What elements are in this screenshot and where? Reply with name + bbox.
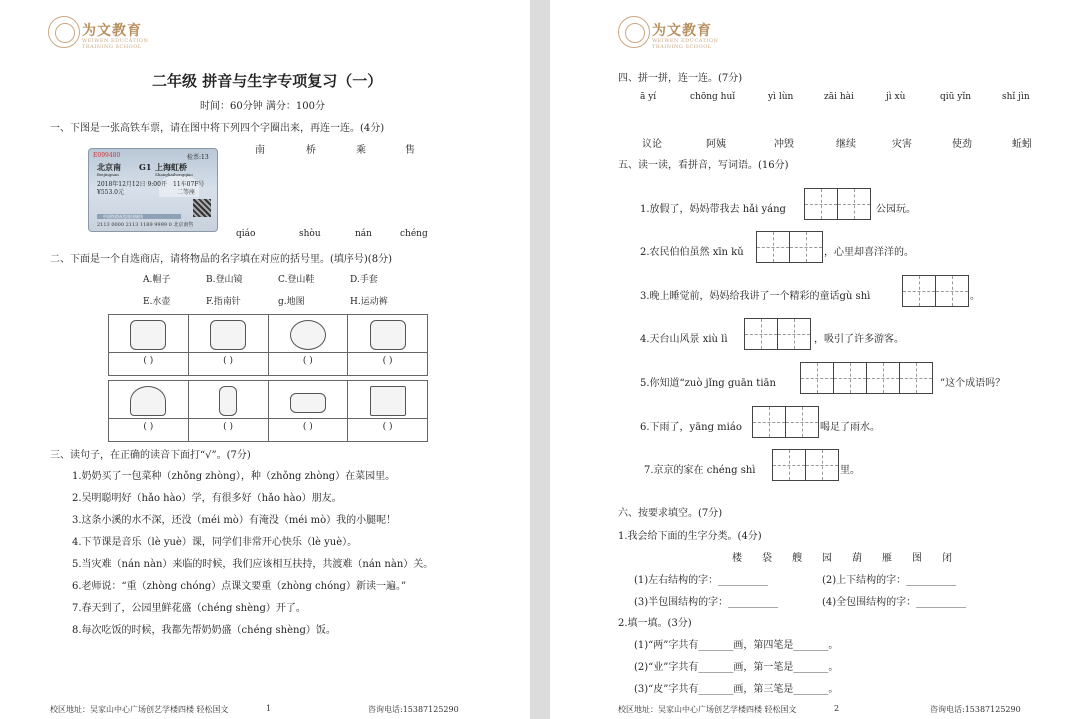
goggles-icon xyxy=(130,320,166,350)
q5-sentence-2: 2.农民伯伯虽然 xīn kǔ xyxy=(640,247,744,258)
writing-grid[interactable] xyxy=(744,318,811,350)
q6-fill-1[interactable]: (1)“两”字共有_______画，第四笔是_______。 xyxy=(634,640,839,651)
q6-cat-1[interactable]: (1)左右结构的字：__________ xyxy=(634,575,769,586)
q1-pinyin: nán xyxy=(355,229,372,239)
q1-char: 售 xyxy=(405,145,415,156)
writing-grid[interactable] xyxy=(902,275,969,307)
pants-icon xyxy=(370,320,406,350)
q5-sentence-7-end: 里。 xyxy=(840,465,860,476)
q4-pinyin: zāi hài xyxy=(824,92,854,102)
q1-char: 桥 xyxy=(306,145,316,156)
q4-word: 使劲 xyxy=(952,139,972,150)
map-icon xyxy=(370,386,406,416)
writing-grid[interactable] xyxy=(804,188,871,220)
ticket-gate: 检票:13 xyxy=(187,154,209,161)
q6-char: 艘 xyxy=(792,553,802,564)
ticket-seat: 11车07F号 xyxy=(173,181,205,188)
ticket-to-pinyin: Shanghaihongqiao xyxy=(155,172,193,177)
q3-line: 5.当灾难（nán nàn）来临的时候，我们应该相互扶持，共渡难（nán nàn）关。 xyxy=(72,559,434,570)
q2-item: F.指南针 xyxy=(206,297,241,307)
q5-heading: 五、读一读，看拼音，写词语。(16分) xyxy=(618,160,789,171)
cap-icon xyxy=(130,386,166,416)
q4-pinyin: ā yí xyxy=(640,92,657,102)
ticket-code: E099480 xyxy=(93,152,121,159)
q6-char: 图 xyxy=(912,553,922,564)
brand-seal-icon xyxy=(618,16,650,48)
q1-heading: 一、下图是一张高铁车票，请在图中将下列四个字圈出来，再连一连。(4分) xyxy=(50,123,385,134)
ticket-note: 中国铁路祝您旅途愉快 xyxy=(103,214,143,219)
shoe-icon xyxy=(290,393,326,413)
q2-item: H.运动裤 xyxy=(350,297,388,307)
footer-page-number: 2 xyxy=(834,704,840,713)
q3-line: 3.这条小溪的水不深，还没（méi mò）有淹没（méi mò）我的小腿呢！ xyxy=(72,515,397,526)
q6-char: 楼 xyxy=(732,553,742,564)
brand-name: 为文教育 xyxy=(82,23,142,39)
q4-word: 冲毁 xyxy=(774,139,794,150)
q6-sub2: 2.填一填。(3分) xyxy=(618,618,692,629)
q2-item: A.帽子 xyxy=(143,275,171,285)
footer-phone: 咨询电话:15387125290 xyxy=(368,705,459,714)
q2-item: E.水壶 xyxy=(143,297,171,307)
q3-heading: 三、读句子，在正确的读音下面打“√”。(7分) xyxy=(50,450,251,461)
ticket-date: 2018年12月12日 9:00开 xyxy=(97,181,167,188)
q4-pinyin: yì lùn xyxy=(768,92,794,102)
q6-sub1: 1.我会给下面的生字分类。(4分) xyxy=(618,531,762,542)
writing-grid[interactable] xyxy=(756,231,823,263)
q5-sentence-1-end: 公园玩。 xyxy=(876,204,916,215)
q1-char: 乘 xyxy=(356,145,366,156)
answer-paren[interactable]: ( ) xyxy=(302,356,313,366)
q5-sentence-5-end: ”这个成语吗？ xyxy=(940,378,1006,389)
q2-item: B.登山镜 xyxy=(206,275,243,285)
q6-char: 葫 xyxy=(852,553,862,564)
brand-logo xyxy=(618,16,738,50)
q5-sentence-4-end: ，吸引了许多游客。 xyxy=(814,334,904,345)
ticket-serial: 2113 0000 2113 1189 9999 0 北京南售 xyxy=(97,222,194,228)
train-ticket-image xyxy=(88,148,218,232)
q6-fill-2[interactable]: (2)“业”字共有_______画，第一笔是_______。 xyxy=(634,662,839,673)
q4-pinyin: jì xù xyxy=(886,92,906,102)
q3-line: 7.春天到了，公园里鲜花盛（chéng shèng）开了。 xyxy=(72,603,306,614)
q5-sentence-4: 4.天台山风景 xiù lì xyxy=(640,334,728,345)
q1-char: 南 xyxy=(255,145,265,156)
q4-heading: 四、拼一拼，连一连。(7分) xyxy=(618,73,743,84)
page-title: 二年级 拼音与生字专项复习（一） xyxy=(152,72,383,90)
ticket-to: 上海虹桥 xyxy=(155,162,187,172)
shop-row-1 xyxy=(108,314,428,376)
ticket-from: 北京南 xyxy=(97,162,121,172)
qr-code-icon xyxy=(193,199,211,217)
q6-fill-3[interactable]: (3)“皮”字共有_______画，第三笔是_______。 xyxy=(634,684,839,695)
writing-grid[interactable] xyxy=(772,449,839,481)
answer-paren[interactable]: ( ) xyxy=(223,422,234,432)
q5-sentence-6-end: 喝足了雨水。 xyxy=(820,422,880,433)
answer-paren[interactable]: ( ) xyxy=(143,356,154,366)
brand-subtitle: WEIWEN EDUCATION TRAINING SCHOOL xyxy=(82,38,149,50)
q3-line: 8.每次吃饭的时候，我都先帮奶奶盛（chéng shèng）饭。 xyxy=(72,625,336,636)
q6-char: 雁 xyxy=(882,553,892,564)
q1-pinyin: chéng xyxy=(400,229,428,239)
q6-char: 闭 xyxy=(942,553,952,564)
q5-sentence-5: 5.你知道“zuò jǐng guān tiān xyxy=(640,378,776,389)
worksheet-page-2 xyxy=(550,0,1080,719)
q3-line: 6.老师说：“重（zhòng chóng）点课文要重（zhòng chóng）新读一遍。” xyxy=(72,581,407,592)
compass-icon xyxy=(290,320,326,350)
q4-word: 蚯蚓 xyxy=(1012,139,1032,150)
q2-item: D.手套 xyxy=(350,275,378,285)
answer-paren[interactable]: ( ) xyxy=(302,422,313,432)
q6-heading: 六、按要求填空。(7分) xyxy=(618,508,723,519)
brand-logo xyxy=(48,16,168,50)
q4-pinyin: qiū yǐn xyxy=(940,92,972,102)
q5-sentence-3: 3.晚上睡觉前，妈妈给我讲了一个精彩的童话gù shì xyxy=(640,291,871,302)
ticket-price: ¥553.0元 xyxy=(97,189,124,196)
q4-word: 继续 xyxy=(836,139,856,150)
q2-item: C.登山鞋 xyxy=(278,275,315,285)
footer-address: 校区地址：吴家山中心广场创艺学楼四楼 轻松国文 xyxy=(618,705,797,714)
footer-page-number: 1 xyxy=(266,704,272,713)
q5-sentence-2-end: ，心里却喜洋洋的。 xyxy=(824,247,914,258)
writing-grid[interactable] xyxy=(752,406,819,438)
ticket-class: 二等座 xyxy=(177,189,196,196)
shop-row-2 xyxy=(108,380,428,442)
ticket-train: G1 xyxy=(139,162,152,172)
q1-pinyin: shòu xyxy=(299,229,321,239)
q6-cat-4[interactable]: (4)全包围结构的字：__________ xyxy=(822,597,967,608)
q1-pinyin: qiáo xyxy=(236,229,256,239)
q2-item: g.地图 xyxy=(278,297,305,307)
brand-seal-icon xyxy=(48,16,80,48)
q3-line: 1.奶奶买了一包菜种（zhǒng zhòng），种（zhǒng zhòng）在菜园里。 xyxy=(72,471,396,482)
answer-paren[interactable]: ( ) xyxy=(143,422,154,432)
q3-line: 2.吴明聪明好（hǎo hào）学，有很多好（hǎo hào）朋友。 xyxy=(72,493,342,504)
q6-cat-2[interactable]: (2)上下结构的字：__________ xyxy=(822,575,957,586)
q3-line: 4.下节课是音乐（lè yuè）课，同学们非常开心快乐（lè yuè）。 xyxy=(72,537,358,548)
q6-cat-3[interactable]: (3)半包围结构的字：__________ xyxy=(634,597,779,608)
q5-sentence-7: 7.京京的家在 chéng shì xyxy=(644,465,756,476)
q4-word: 灾害 xyxy=(892,139,912,150)
footer-phone: 咨询电话:15387125290 xyxy=(930,705,1021,714)
q4-pinyin: chōng huǐ xyxy=(690,92,736,102)
q6-char: 园 xyxy=(822,553,832,564)
answer-paren[interactable]: ( ) xyxy=(382,422,393,432)
answer-paren[interactable]: ( ) xyxy=(382,356,393,366)
q6-char: 袋 xyxy=(762,553,772,564)
footer-address: 校区地址：吴家山中心广场创艺学楼四楼 轻松国文 xyxy=(50,705,229,714)
q4-word: 议论 xyxy=(642,139,662,150)
writing-grid[interactable] xyxy=(800,362,933,394)
worksheet-page-1 xyxy=(0,0,530,719)
bottle-icon xyxy=(219,386,237,416)
ticket-from-pinyin: Beijingnan xyxy=(97,172,119,177)
brand-name: 为文教育 xyxy=(652,23,712,39)
q5-sentence-3-end: 。 xyxy=(970,291,980,302)
q2-heading: 二、下面是一个自选商店，请将物品的名字填在对应的括号里。(填序号)(8分) xyxy=(50,254,392,265)
q5-sentence-1: 1.放假了，妈妈带我去 hǎi yáng xyxy=(640,204,786,215)
brand-subtitle: WEIWEN EDUCATION TRAINING SCHOOL xyxy=(652,38,719,50)
q4-word: 阿姨 xyxy=(706,139,726,150)
exam-meta: 时间：60分钟 满分：100分 xyxy=(200,101,325,112)
q4-pinyin: shǐ jìn xyxy=(1002,92,1030,102)
q5-sentence-6: 6.下雨了，yāng miáo xyxy=(640,422,742,433)
gloves-icon xyxy=(210,320,246,350)
answer-paren[interactable]: ( ) xyxy=(223,356,234,366)
